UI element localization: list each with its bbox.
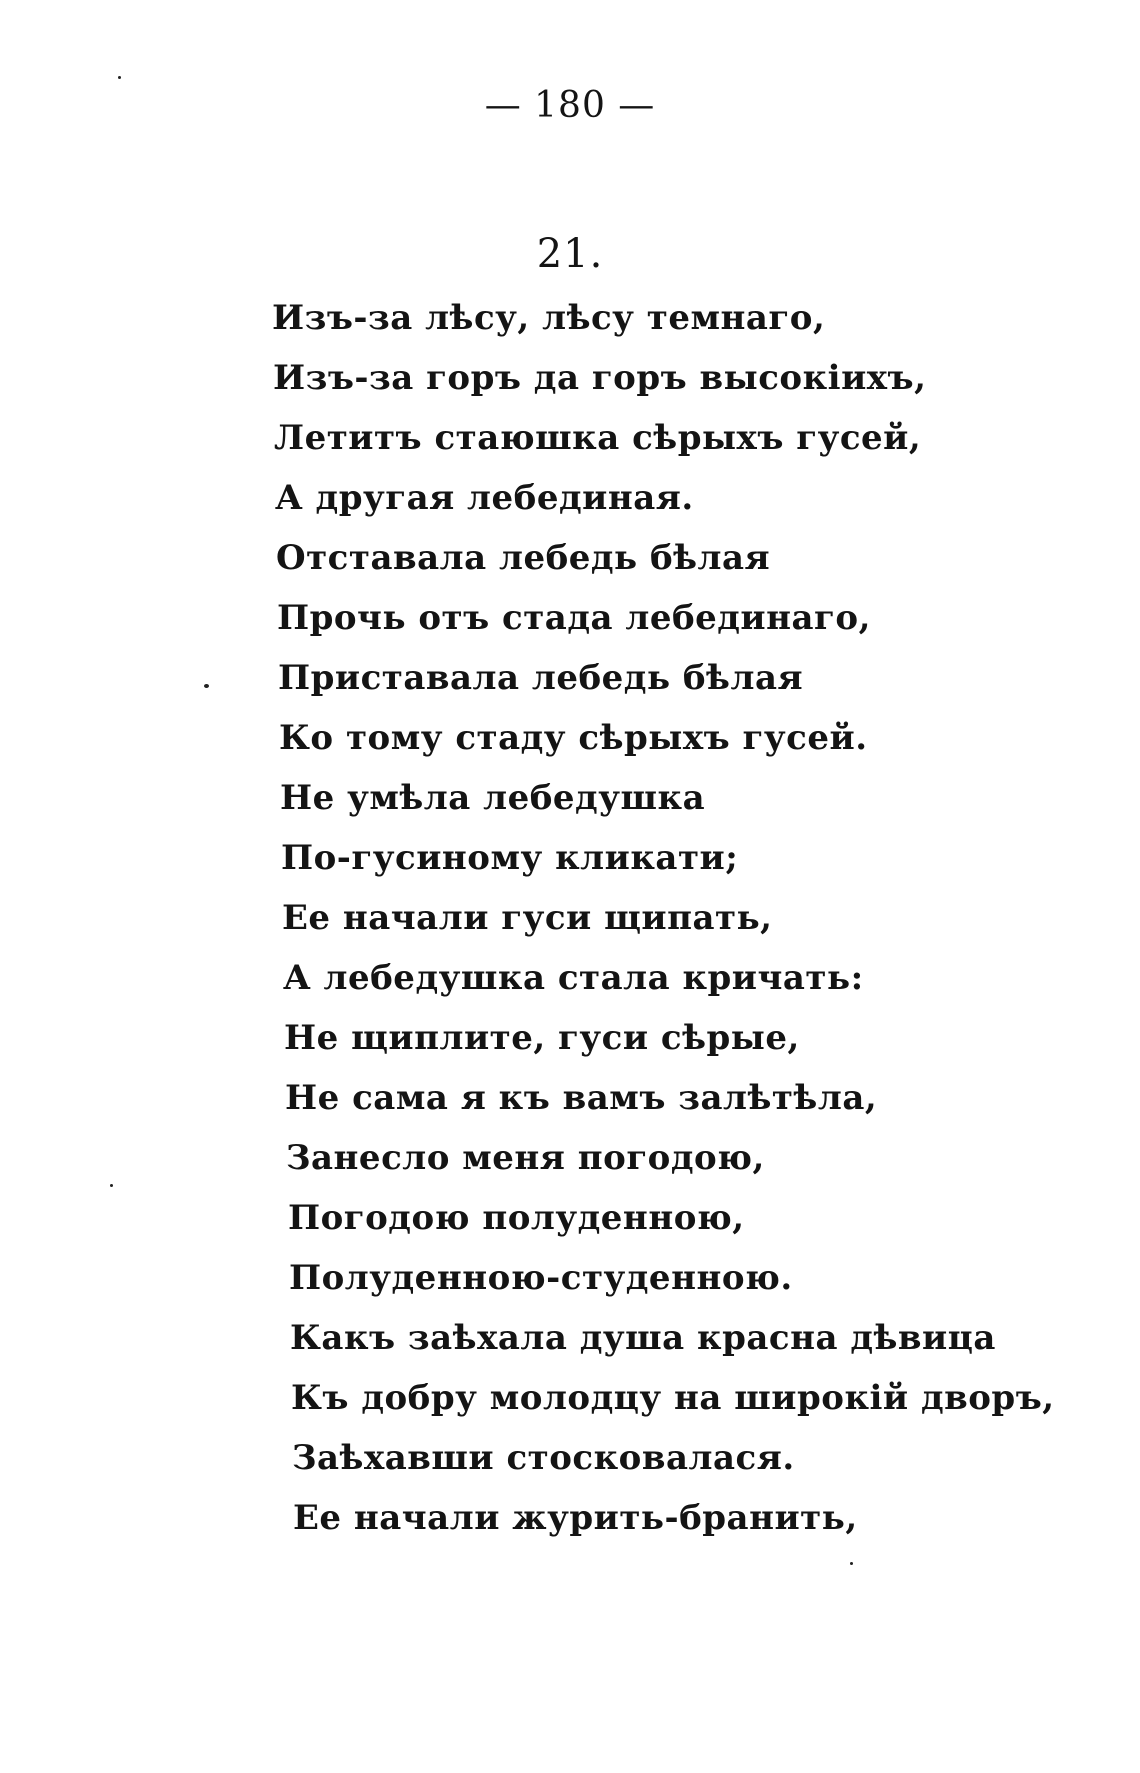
poem-number: 21. bbox=[536, 231, 604, 277]
poem-line: Занесло меня погодою, bbox=[286, 1138, 765, 1178]
poem-line: Не щиплите, гуси сѣрые, bbox=[284, 1018, 800, 1058]
poem-line: Къ добру молодцу на широкій дворъ, bbox=[291, 1378, 1055, 1418]
scan-speck bbox=[110, 1184, 113, 1187]
poem-line: Ее начали журить-бранить, bbox=[293, 1498, 858, 1538]
scan-speck bbox=[850, 1562, 853, 1565]
scan-speck bbox=[118, 76, 121, 79]
poem-line: Ко тому стаду сѣрыхъ гусей. bbox=[279, 718, 868, 758]
poem-line: Отставала лебедь бѣлая bbox=[276, 538, 771, 578]
scan-speck bbox=[204, 684, 209, 688]
poem-line: Заѣхавши стосковалася. bbox=[292, 1438, 795, 1478]
poem-line: Какъ заѣхала душа красна дѣвица bbox=[290, 1318, 996, 1358]
poem-line: А другая лебединая. bbox=[275, 478, 694, 518]
poem-line: Летитъ стаюшка сѣрыхъ гусей, bbox=[274, 418, 922, 458]
poem-line: Не умѣла лебедушка bbox=[280, 778, 706, 818]
poem-line: Полуденною-студенною. bbox=[289, 1258, 793, 1298]
poem-line: Изъ-за горъ да горъ высокіихъ, bbox=[273, 358, 927, 398]
page-number: — 180 — bbox=[484, 85, 656, 126]
poem-line: Погодою полуденною, bbox=[288, 1198, 745, 1238]
poem-line: Изъ-за лѣсу, лѣсу темнаго, bbox=[272, 298, 826, 338]
poem-line: Прочь отъ стада лебединаго, bbox=[277, 598, 871, 638]
poem-line: По-гусиному кликати; bbox=[281, 838, 739, 878]
poem-line: Не сама я къ вамъ залѣтѣла, bbox=[285, 1078, 878, 1118]
poem-line: Ее начали гуси щипать, bbox=[282, 898, 773, 938]
poem-text bbox=[0, 288, 1140, 1548]
poem-line: Приставала лебедь бѣлая bbox=[278, 658, 804, 698]
poem-line: А лебедушка стала кричать: bbox=[283, 958, 864, 998]
